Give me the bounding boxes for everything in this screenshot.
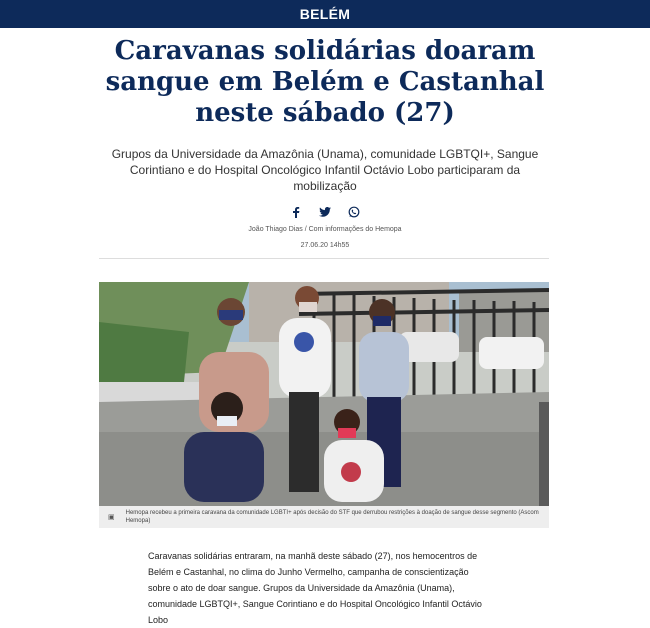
section-label[interactable]: BELÉM <box>299 6 351 22</box>
share-bar <box>288 204 362 220</box>
article-title: Caravanas solidárias doaram sangue em Belém e Castanhal neste sábado (27) <box>105 36 545 128</box>
article-author: João Thiago Dias / Com informações do Hemopa <box>248 226 402 233</box>
whatsapp-icon[interactable] <box>346 204 362 220</box>
article-body: Caravanas solidárias entraram, na manhã deste sábado (27), nos hemocentros de Belém e Castanhal, no clima do Junho Vermelho, campanha de conscientização sobre o ato de doar sangue. Grupos da Universidade da Amazônia (Unama), comunidade LGBTQI+, Sangue Corintiano e do Hospital Oncológico Infantil Octávio Lobo <box>148 551 482 625</box>
twitter-icon[interactable] <box>317 204 333 220</box>
camera-icon: ▣ <box>108 514 115 521</box>
photo-caption <box>99 506 549 528</box>
article-photo <box>99 282 549 506</box>
divider <box>99 258 549 259</box>
article-subtitle: Grupos da Universidade da Amazônia (Unama), comunidade LGBTQI+, Sangue Corintiano e do Hospital Oncológico Infantil Octávio Lobo participaram da mobilização <box>111 147 539 193</box>
article-date: 27.06.20 14h55 <box>300 242 350 249</box>
caption-text: Hemopa recebeu a primeira caravana da comunidade LGBTI+ após decisão do STF que derrubou restrições à doação de sangue desse segmento (Ascom Hemopa) <box>125 510 539 524</box>
section-bar <box>0 0 650 28</box>
facebook-icon[interactable] <box>288 204 304 220</box>
